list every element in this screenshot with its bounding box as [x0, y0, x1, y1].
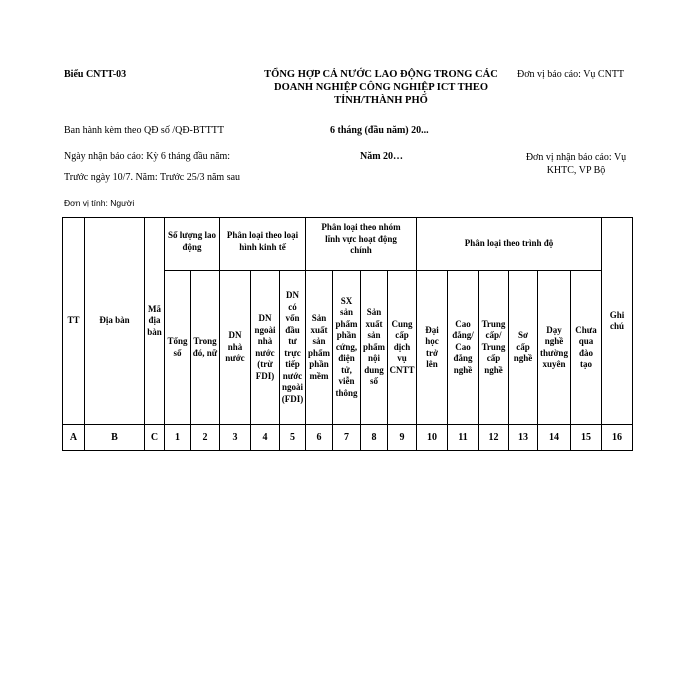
label-line: xuất: [310, 324, 328, 335]
label-line: FDI): [255, 370, 275, 381]
label-line: DN: [286, 290, 299, 300]
label-line: phẩm: [307, 347, 330, 358]
receiving-unit: [520, 151, 632, 177]
label-line: phần: [336, 330, 357, 341]
label-line: chú: [609, 321, 624, 331]
col-female: [191, 271, 220, 425]
label-line: sản: [339, 307, 353, 318]
label-line: SX: [340, 295, 353, 306]
label-line: Chưa: [575, 324, 597, 335]
label-line: phần: [309, 359, 329, 369]
label-line: nghề: [484, 364, 503, 375]
label-line: dung: [364, 364, 384, 375]
code-cell: 5: [280, 425, 306, 451]
label-line: cứng,: [335, 341, 358, 352]
col-intermediate: [479, 271, 509, 425]
label-line: thông: [335, 387, 358, 398]
label-line: qua: [578, 336, 594, 346]
report-title: [250, 68, 512, 107]
measure-unit: Đơn vị tính: Người: [64, 198, 135, 208]
col-untrained: [571, 271, 602, 425]
code-cell: 11: [448, 425, 479, 451]
label-line: Trong: [193, 336, 217, 346]
label-line: Sơ: [518, 330, 528, 341]
label-line: nước: [225, 353, 245, 364]
label-line: (FDI): [281, 393, 304, 404]
group-qualification: Phân loại theo trình độ: [417, 218, 602, 271]
label-line: xuyên: [542, 359, 566, 369]
label-line: đẳng/: [452, 330, 474, 341]
label-line: nước: [282, 370, 303, 381]
label-line: DN: [258, 313, 272, 323]
group-economic-type: [220, 218, 306, 271]
label-line: cấp: [395, 330, 409, 341]
label-line: CNTT: [389, 364, 415, 375]
label-line: sản: [367, 330, 381, 341]
label-line: Đại: [425, 324, 439, 335]
label-line: Sản: [366, 307, 382, 318]
label-line: Ghi: [609, 309, 625, 320]
label-line: số: [369, 376, 378, 387]
col-area-code: [145, 218, 165, 425]
receiving-unit-line: Đơn vị nhận báo cáo: Vụ: [525, 152, 627, 163]
code-cell: 2: [191, 425, 220, 451]
report-title-line: DOANH NGHIỆP CÔNG NGHIỆP ICT THEO: [273, 82, 489, 93]
code-cell: 4: [251, 425, 280, 451]
label-line: tiếp: [285, 359, 300, 369]
col-state-enterprise: [220, 271, 251, 425]
col-college: [448, 271, 479, 425]
col-it-service: [388, 271, 417, 425]
col-hardware: [333, 271, 361, 425]
code-cell: B: [85, 425, 145, 451]
code-cell: 15: [571, 425, 602, 451]
code-cell: 10: [417, 425, 448, 451]
label-line: cấp: [486, 353, 501, 364]
group-activity-field: [306, 218, 417, 271]
label-line: bàn: [147, 326, 162, 337]
reporting-unit: Đơn vị báo cáo: Vụ CNTT: [517, 69, 625, 80]
label-line: Trung: [481, 318, 506, 329]
label-line: tạo: [580, 359, 592, 369]
label-line: lĩnh vực hoạt động: [325, 233, 397, 244]
label-line: đó, nữ: [192, 347, 218, 358]
label-line: đầu: [285, 324, 300, 335]
label-line: nhà: [227, 341, 243, 352]
report-title-line: TỈNH/THÀNH PHỐ: [334, 95, 428, 106]
label-line: Phân loại theo nhóm: [321, 222, 401, 232]
label-line: DN: [228, 330, 242, 341]
code-cell: 16: [602, 425, 633, 451]
report-period: 6 tháng (đầu năm) 20...: [330, 125, 429, 136]
report-title-line: TỔNG HỢP CẢ NƯỚC LAO ĐỘNG TRONG CÁC: [264, 69, 498, 80]
label-line: nước: [255, 347, 275, 358]
col-tt: TT: [63, 218, 85, 425]
code-cell: 9: [388, 425, 417, 451]
code-cell: 6: [306, 425, 333, 451]
form-code: Biểu CNTT-03: [64, 69, 127, 80]
label-line: Dạy: [546, 324, 562, 335]
label-line: phẩm: [335, 318, 358, 329]
label-line: hình kinh tế: [239, 241, 286, 252]
report-table: [62, 217, 633, 451]
col-total: [165, 271, 191, 425]
label-line: mềm: [309, 370, 329, 381]
label-line: Mã: [148, 303, 161, 314]
label-line: trở: [426, 347, 438, 358]
label-line: tư: [288, 336, 297, 346]
col-elementary: [509, 271, 538, 425]
label-line: sản: [312, 336, 326, 346]
label-line: cấp: [516, 341, 530, 352]
label-line: điện: [338, 353, 355, 364]
code-cell: C: [145, 425, 165, 451]
label-line: đẳng: [453, 353, 473, 364]
code-cell: 8: [361, 425, 388, 451]
label-line: Tổng: [167, 336, 188, 346]
code-cell: 13: [509, 425, 538, 451]
col-regular-vocational: [538, 271, 571, 425]
label-line: địa: [148, 315, 161, 326]
receiving-unit-line: KHTC, VP Bộ: [546, 165, 606, 176]
label-line: (trừ: [257, 359, 273, 369]
code-cell: 7: [333, 425, 361, 451]
label-line: nghề: [544, 336, 564, 346]
label-line: cấp/: [485, 330, 502, 341]
label-line: nghề: [453, 364, 473, 375]
label-line: học: [425, 336, 439, 346]
label-line: Trung: [481, 341, 506, 352]
label-line: thường: [540, 347, 568, 358]
col-digital-content: [361, 271, 388, 425]
label-line: động: [182, 241, 202, 252]
col-software: [306, 271, 333, 425]
label-line: lên: [426, 359, 438, 369]
label-line: Phân loại theo loại: [226, 230, 299, 240]
code-cell: 14: [538, 425, 571, 451]
label-line: vụ: [397, 353, 407, 364]
label-line: ngoài: [254, 324, 276, 335]
label-line: số: [173, 347, 182, 358]
label-line: Sản: [311, 313, 327, 323]
label-line: đào: [578, 347, 593, 358]
label-line: nhà: [257, 336, 273, 346]
col-fdi-enterprise: [280, 271, 306, 425]
col-nonstate-enterprise: [251, 271, 280, 425]
col-note: [602, 218, 633, 425]
label-line: nội: [367, 353, 380, 364]
code-cell: 12: [479, 425, 509, 451]
code-cell: A: [63, 425, 85, 451]
col-university: [417, 271, 448, 425]
col-area: Địa bàn: [85, 218, 145, 425]
label-line: tử,: [341, 364, 352, 375]
label-line: Cao: [455, 318, 471, 329]
label-line: viễn: [338, 376, 355, 387]
label-line: Số lượng lao: [168, 230, 216, 240]
report-year: Năm 20…: [360, 151, 404, 162]
label-line: chính: [350, 245, 372, 255]
label-line: trực: [284, 347, 301, 358]
label-line: Cao: [455, 341, 471, 352]
label-line: ngoài: [281, 382, 303, 392]
received-date: Ngày nhận báo cáo: Kỳ 6 tháng đầu năm:: [64, 151, 231, 162]
group-workers: [165, 218, 220, 271]
label-line: nghề: [513, 353, 533, 364]
label-line: phẩm: [362, 341, 385, 352]
label-line: Cung: [391, 318, 413, 329]
deadline: Trước ngày 10/7. Năm: Trước 25/3 năm sau: [64, 172, 241, 183]
label-line: có: [288, 301, 297, 312]
label-line: vốn: [285, 313, 300, 323]
issued-with: Ban hành kèm theo QĐ số /QĐ-BTTTT: [64, 125, 224, 136]
label-line: xuất: [365, 318, 383, 329]
label-line: dịch: [393, 341, 411, 352]
code-cell: 1: [165, 425, 191, 451]
code-cell: 3: [220, 425, 251, 451]
